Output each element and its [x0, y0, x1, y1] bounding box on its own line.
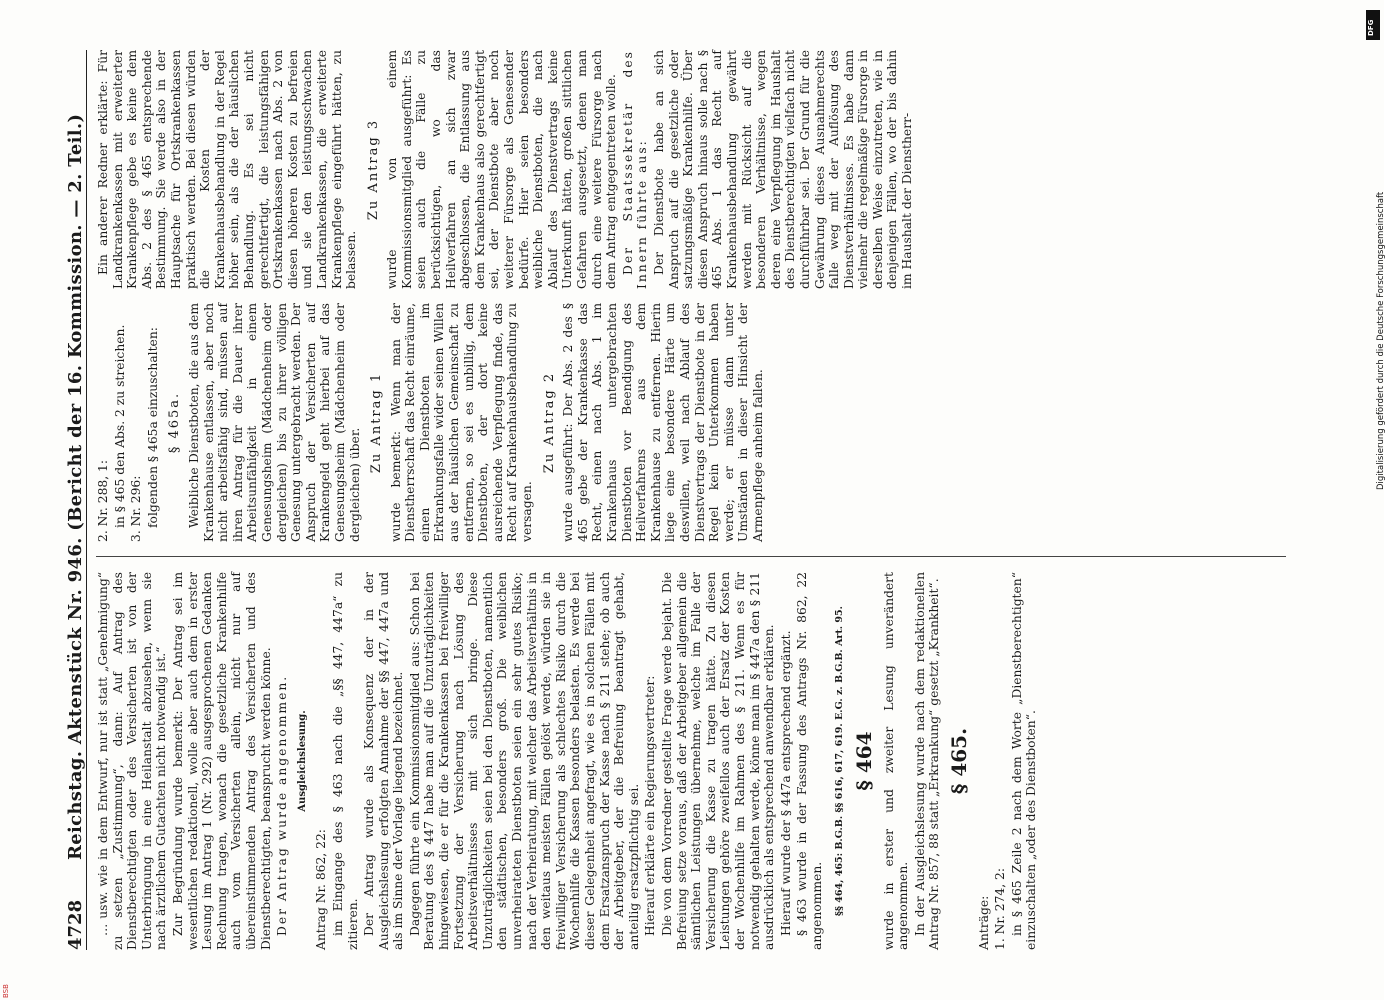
right-column-left-part: [96, 303, 917, 542]
paragraph: im Eingange des § 463 nach die „§§ 447, 447a“ zu zitieren.: [330, 572, 360, 950]
section-heading-464: § 464: [852, 731, 877, 791]
paragraph: Hierauf wurde der § 447a entsprechend ergänzt.: [778, 630, 793, 936]
paragraph: 2. Nr. 288, 1:: [96, 459, 110, 542]
paragraph: Antrag Nr. 862, 22:: [314, 829, 329, 950]
paragraph: … usw. wie in dem Entwurf, nur ist statt „Genehmigung“ zu setzen „Zustimmung“, dann: Auf Antrag des Dienstberechtigten oder des Versicherten ist von der Unterbringung in eine Heilanstalt abzusehen, wenn sie nach ärztlichem Gutachten nicht notwendig ist.“: [96, 572, 169, 950]
paragraph: Weibliche Dienstboten, die aus dem Krankenhause entlassen, aber noch nicht arbeitsfähig sind, müssen auf ihren Antrag für die Dauer ihrer Arbeitsunfähigkeit in einem Genesungsheim (Mädchenheim oder dergleichen) bis zu ihrer völligen Genesung untergebracht werden. Der Anspruch der Versicherten auf Krankengeld geht hierbei auf das Genesungsheim (Mädchenheim oder dergleichen) über.: [186, 303, 362, 542]
paragraph: in § 465 den Abs. 2 zu streichen.: [112, 324, 127, 528]
paragraph: § 463 wurde in der Fassung des Antrags Nr. 862, 22 angenommen.: [795, 572, 824, 950]
rotated-document: [60, 50, 1290, 950]
paragraph: 1. Nr. 274, 2:: [993, 867, 1008, 950]
section-heading-465: § 465.: [947, 727, 972, 795]
running-title: Reichstag. Aktenstück Nr. 946. (Bericht der 16. Kommission. — 2. Teil.): [65, 113, 86, 860]
digitization-credit: Digitalisierung gefördert durch die Deutsche Forschungsgemeinschaft: [1376, 191, 1386, 490]
paragraph: Der Dienstbote habe an sich Anspruch auf die gesetzliche oder satzungsmäßige Krankenhilfe. Über diesen Anspruch hinaus solle nach § 465 Abs. 1 das Recht auf Krankenhausbehandlung gewährt werden mit Rücksicht auf die besonderen Verhältnisse, wegen deren eine Verpflegung im Haushalt des Dienstberechtigten vielfach nicht durchführbar sei. Der Grund für die Gewährung dieses Ausnahmerechts falle weg mit der Auflösung des Dienstverhältnisses. Es habe dann vielmehr die regelmäßige Fürsorge in derselben Weise einzutreten, wie in denjenigen Fällen, wo der bis dahin im Haushalt der Dienstherr-: [651, 50, 915, 289]
paragraph: Ein anderer Redner erklärte: Für Landkrankenkassen mit erweiterter Krankenpflege gebe es keine dem Abs. 2 des § 465 entsprechende Bestimmung. Sie werde also in der Hauptsache für Ortskrankenkassen praktisch werden. Bei diesen würden die Kosten der Krankenhausbehandlung in der Regel höher sein, als die der häuslichen Behandlung. Es sei nicht gerechtfertigt, die leistungsfähigen Ortskrankenkassen nach Abs. 2 von diesen höheren Kosten zu befreien und sie den leistungsschwachen Landkrankenkassen, die erweiterte Krankenpflege eingeführt hätten, zu belassen.: [96, 50, 359, 289]
paragraph: 3. Nr. 296:: [129, 475, 144, 542]
paragraph: wurde von einem Kommissionsmitglied ausgeführt: Es seien auch die Fälle zu berücksichtigen, wo das Heilverfahren an sich zwar abgeschlossen, die Entlassung aus dem Krankenhaus also gerechtfertigt sei, der Dienstbote aber noch weiterer Fürsorge als Genesender bedürfe. Hier seien besonders weibliche Dienstboten, die nach Ablauf des Dienstvertrags keine Unterkunft hätten, großen sittlichen Gefahren ausgesetzt, denen man durch eine weitere Fürsorge nach dem Antrag entgegentreten wolle.: [385, 50, 619, 289]
paragraph: wurde bemerkt: Wenn man der Dienstherrschaft das Recht einräume, einen Dienstboten im Erkrankungsfalle wider seinen Willen aus der häuslichen Gemeinschaft zu entfernen, so sei es unbillig, dem Dienstboten, der dort keine ausreichende Verpflegung finde, das Recht auf Krankenhausbehandlung zu versagen.: [388, 303, 535, 542]
section-heading-465a: § 465a.: [167, 391, 183, 454]
left-column: [96, 572, 1041, 950]
column-divider: [96, 556, 1286, 557]
library-stamp: BSB: [2, 984, 10, 998]
paragraph: Hierauf erklärte ein Regierungsvertreter:: [643, 675, 658, 936]
subheading: Zu Antrag 1: [369, 371, 385, 474]
dfg-label: DFG: [1367, 19, 1375, 36]
subheading: Zu Antrag 3: [365, 118, 381, 221]
right-column-right-part: [96, 50, 917, 289]
page-number: 4728: [65, 899, 86, 950]
paragraph: Anträge:: [976, 895, 991, 950]
paragraph: In der Ausgleichslesung wurde nach dem redaktionellen Antrag Nr. 857, 88 statt „Erkrankung“ gesetzt „Krankheit“.: [912, 572, 942, 950]
paragraph: Die von dem Vorredner gestellte Frage werde bejaht. Die Befreiung setze voraus, daß der Arbeitgeber allgemein die sämtlichen Leistungen übernehme, welche im Falle der Versicherung die Kasse zu tragen hätte. Zu diesen Leistungen gehöre zweifellos auch der Ersatz der Kosten der Wochenhilfe im Rahmen des § 211. Wenn es für notwendig gehalten werde, könne man im § 447a den § 211 ausdrücklich als entsprechend anwendbar erklären.: [659, 572, 777, 950]
paragraph: in § 465 Zeile 2 nach dem Worte „Dienstberechtigten“ einzuschalten „oder des Dienstboten“.: [1009, 572, 1039, 950]
paragraph: Der Antrag wurde angenommen.: [275, 674, 290, 936]
paragraph: Der Staatssekretär des Innern führte aus:: [620, 50, 650, 289]
paragraph: Dagegen führte ein Kommissionsmitglied aus: Schon bei Beratung des § 447 habe man auf die Unzuträglichkeiten hingewiesen, die er für die Krankenkassen bei freiwilliger Fortsetzung der Versicherung nach Lösung des Arbeitsverhältnisses mit sich bringe. Diese Unzuträglichkeiten seien bei den Dienstboten, namentlich den städtischen, besonders groß. Die weiblichen unverheirateten Dienstboten seien ein sehr gutes Risiko; nach der Verheiratung, mit welcher das Arbeitsverhältnis in den weitaus meisten Fällen gelöst werde, würden sie in freiwilliger Versicherung als schlechtes Risiko durch die Wochenhilfe die Kassen besonders belasten. Es werde bei dieser Gelegenheit angefragt, wie es in solchen Fällen mit dem Ersatzanspruch der Kasse nach § 211 stehe; ob auch der Arbeitgeber, der die Befreiung beantragt gehabt, anteilig ersatzpflichtig sei.: [407, 572, 641, 950]
subheading: Ausgleichslesung.: [296, 710, 308, 812]
right-column: [96, 50, 917, 542]
paragraph: wurde ausgeführt: Der Abs. 2 des § 465 gebe der Krankenkasse das Recht, einen nach Abs. 1 im Krankenhaus untergebrachten Dienstboten vor Beendigung des Heilverfahrens aus dem Krankenhause zu entfernen. Hierin liege eine besondere Härte um deswillen, weil nach Ablauf des Dienstvertrags der Dienstbote in der Regel kein Unterkommen haben werde; er müsse dann unter Umständen in dieser Hinsicht der Armenpflege anheim fallen.: [561, 303, 765, 542]
paragraph: folgenden § 465a einzuschalten:: [145, 327, 160, 528]
paragraph: Zur Begründung wurde bemerkt: Der Antrag sei im wesentlichen redaktionell, wolle aber auch dem in erster Lesung im Antrag 1 (Nr. 292) ausgesprochenen Gedanken Rechnung tragen, wonach die gesetzliche Krankenhilfe auch vom Versicherten allein, nicht nur auf übereinstimmenden Antrag des Versicherten und des Dienstberechtigten, beansprucht werden könne.: [170, 572, 273, 950]
paragraph: Der Antrag wurde als Konsequenz der in der Ausgleichslesung erfolgten Annahme der §§ 447, 447a und als im Sinne der Vorlage liegend bezeichnet.: [362, 572, 406, 950]
legal-reference: §§ 464, 465: B.G.B. §§ 616, 617, 619. E.G. z. B.G.B. Art. 95.: [833, 606, 845, 916]
subheading: Zu Antrag 2: [541, 371, 557, 474]
running-header: [60, 50, 87, 950]
paragraph: wurde in erster und zweiter Lesung unverändert angenommen.: [881, 572, 911, 950]
